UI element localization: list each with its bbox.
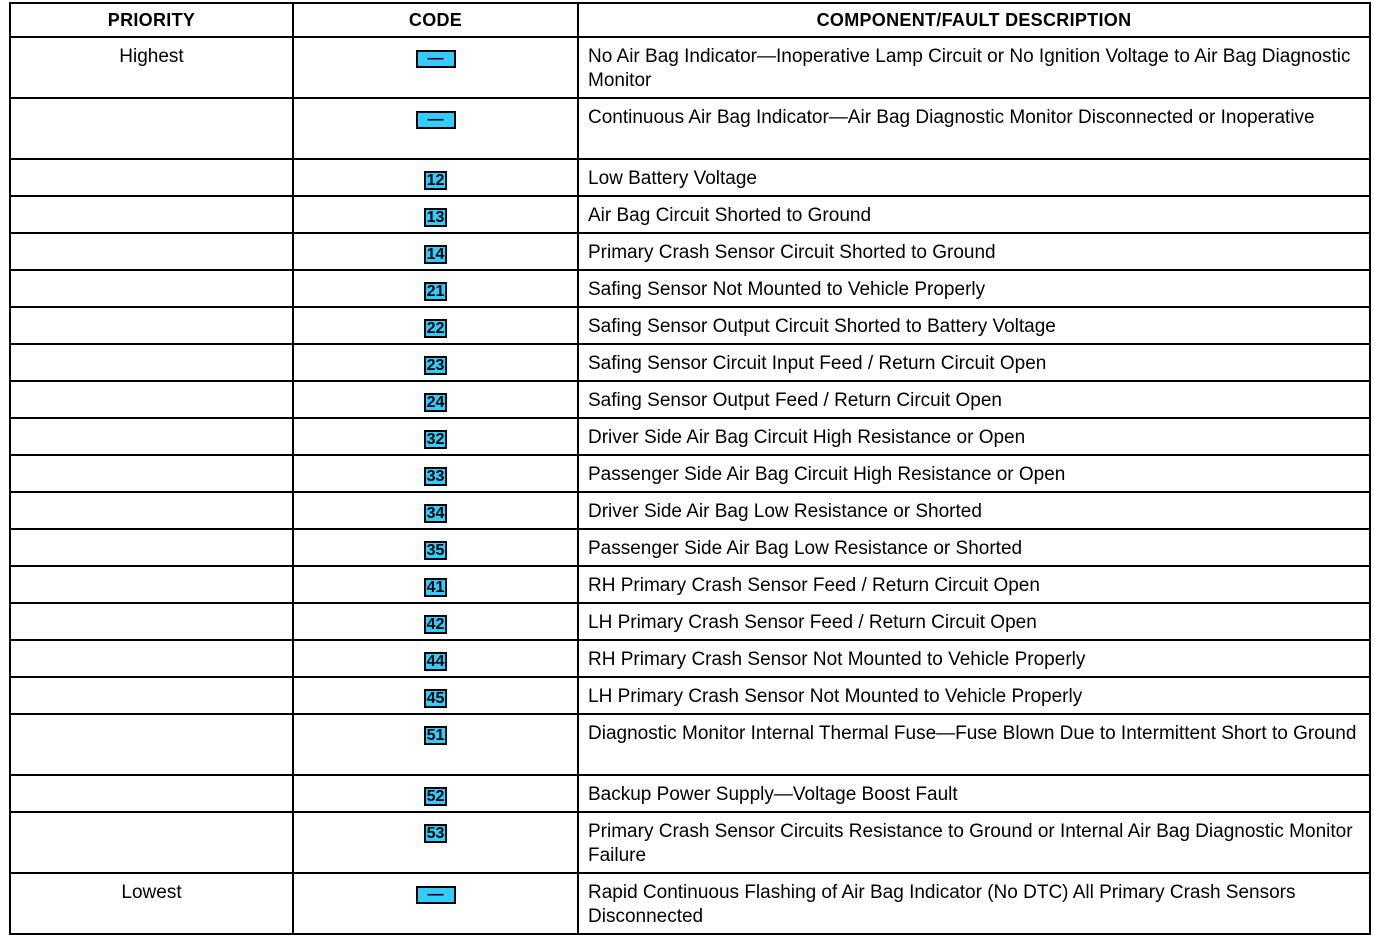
code-cell bbox=[293, 233, 578, 270]
fault-description-cell: Backup Power Supply—Voltage Boost Fault bbox=[578, 775, 1370, 812]
priority-cell bbox=[10, 418, 293, 455]
fault-description-cell: RH Primary Crash Sensor Feed / Return Circuit Open bbox=[578, 566, 1370, 603]
code-cell bbox=[293, 492, 578, 529]
code-cell bbox=[293, 566, 578, 603]
priority-cell bbox=[10, 307, 293, 344]
table-row bbox=[10, 566, 1370, 603]
table-row bbox=[10, 159, 1370, 196]
code-badge: 35 bbox=[424, 541, 448, 560]
code-badge: 22 bbox=[424, 319, 448, 338]
priority-cell bbox=[10, 603, 293, 640]
fault-description-cell: Passenger Side Air Bag Circuit High Resistance or Open bbox=[578, 455, 1370, 492]
code-cell bbox=[293, 640, 578, 677]
code-cell bbox=[293, 873, 578, 934]
code-badge: 45 bbox=[424, 689, 448, 708]
code-badge: — bbox=[416, 50, 456, 68]
description-column-header: COMPONENT/FAULT DESCRIPTION bbox=[578, 3, 1370, 37]
fault-description-cell: Rapid Continuous Flashing of Air Bag Indicator (No DTC) All Primary Crash Sensors Disconnected bbox=[578, 873, 1370, 934]
table-row bbox=[10, 603, 1370, 640]
fault-description-cell: RH Primary Crash Sensor Not Mounted to Vehicle Properly bbox=[578, 640, 1370, 677]
priority-cell: Lowest bbox=[10, 873, 293, 934]
table-row bbox=[10, 98, 1370, 159]
code-badge: 44 bbox=[424, 652, 448, 671]
code-column-header: CODE bbox=[293, 3, 578, 37]
priority-cell bbox=[10, 381, 293, 418]
table-row bbox=[10, 812, 1370, 873]
priority-cell bbox=[10, 344, 293, 381]
table-row bbox=[10, 196, 1370, 233]
fault-description-cell: Air Bag Circuit Shorted to Ground bbox=[578, 196, 1370, 233]
code-badge: 21 bbox=[424, 282, 448, 301]
code-cell bbox=[293, 418, 578, 455]
fault-description-cell: Safing Sensor Output Circuit Shorted to Battery Voltage bbox=[578, 307, 1370, 344]
table-body bbox=[10, 37, 1370, 934]
table-row bbox=[10, 492, 1370, 529]
priority-cell bbox=[10, 529, 293, 566]
table-row bbox=[10, 270, 1370, 307]
code-cell bbox=[293, 37, 578, 98]
code-cell bbox=[293, 455, 578, 492]
fault-description-cell: Safing Sensor Not Mounted to Vehicle Properly bbox=[578, 270, 1370, 307]
fault-code-table-container bbox=[9, 2, 1369, 935]
table-row bbox=[10, 344, 1370, 381]
fault-description-cell: LH Primary Crash Sensor Feed / Return Circuit Open bbox=[578, 603, 1370, 640]
priority-cell bbox=[10, 492, 293, 529]
code-badge: 52 bbox=[424, 787, 448, 806]
fault-description-cell: Driver Side Air Bag Low Resistance or Shorted bbox=[578, 492, 1370, 529]
fault-description-cell: Continuous Air Bag Indicator—Air Bag Diagnostic Monitor Disconnected or Inoperative bbox=[578, 98, 1370, 159]
priority-cell bbox=[10, 566, 293, 603]
table-row bbox=[10, 233, 1370, 270]
priority-cell bbox=[10, 775, 293, 812]
table-row bbox=[10, 714, 1370, 775]
fault-description-cell: Primary Crash Sensor Circuits Resistance to Ground or Internal Air Bag Diagnostic Monitor Failure bbox=[578, 812, 1370, 873]
priority-cell bbox=[10, 196, 293, 233]
code-badge: 32 bbox=[424, 430, 448, 449]
fault-code-table bbox=[9, 2, 1371, 935]
code-badge: — bbox=[416, 886, 456, 904]
code-cell bbox=[293, 603, 578, 640]
fault-description-cell: No Air Bag Indicator—Inoperative Lamp Circuit or No Ignition Voltage to Air Bag Diagnostic Monitor bbox=[578, 37, 1370, 98]
code-cell bbox=[293, 775, 578, 812]
code-badge: 53 bbox=[424, 824, 448, 843]
code-badge: — bbox=[416, 111, 456, 129]
code-badge: 13 bbox=[424, 208, 448, 227]
code-badge: 51 bbox=[424, 726, 448, 745]
code-badge: 41 bbox=[424, 578, 448, 597]
priority-cell bbox=[10, 98, 293, 159]
code-badge: 24 bbox=[424, 393, 448, 412]
table-row bbox=[10, 418, 1370, 455]
table-row bbox=[10, 873, 1370, 934]
fault-description-cell: Safing Sensor Circuit Input Feed / Return Circuit Open bbox=[578, 344, 1370, 381]
code-cell bbox=[293, 677, 578, 714]
code-cell bbox=[293, 98, 578, 159]
table-row bbox=[10, 640, 1370, 677]
code-badge: 23 bbox=[424, 356, 448, 375]
priority-cell bbox=[10, 677, 293, 714]
priority-cell bbox=[10, 270, 293, 307]
table-row bbox=[10, 381, 1370, 418]
fault-description-cell: Diagnostic Monitor Internal Thermal Fuse—Fuse Blown Due to Intermittent Short to Ground bbox=[578, 714, 1370, 775]
table-row bbox=[10, 455, 1370, 492]
table-row bbox=[10, 307, 1370, 344]
fault-description-cell: Safing Sensor Output Feed / Return Circuit Open bbox=[578, 381, 1370, 418]
code-cell bbox=[293, 307, 578, 344]
table-row bbox=[10, 775, 1370, 812]
code-badge: 14 bbox=[424, 245, 448, 264]
code-badge: 42 bbox=[424, 615, 448, 634]
priority-cell: Highest bbox=[10, 37, 293, 98]
priority-cell bbox=[10, 233, 293, 270]
priority-column-header: PRIORITY bbox=[10, 3, 293, 37]
priority-cell bbox=[10, 640, 293, 677]
code-cell bbox=[293, 159, 578, 196]
priority-cell bbox=[10, 159, 293, 196]
table-row bbox=[10, 677, 1370, 714]
code-cell bbox=[293, 812, 578, 873]
code-badge: 34 bbox=[424, 504, 448, 523]
priority-cell bbox=[10, 714, 293, 775]
fault-description-cell: Primary Crash Sensor Circuit Shorted to Ground bbox=[578, 233, 1370, 270]
code-cell bbox=[293, 344, 578, 381]
fault-description-cell: Low Battery Voltage bbox=[578, 159, 1370, 196]
code-cell bbox=[293, 529, 578, 566]
code-cell bbox=[293, 270, 578, 307]
fault-description-cell: Driver Side Air Bag Circuit High Resistance or Open bbox=[578, 418, 1370, 455]
fault-description-cell: Passenger Side Air Bag Low Resistance or Shorted bbox=[578, 529, 1370, 566]
code-badge: 33 bbox=[424, 467, 448, 486]
code-cell bbox=[293, 196, 578, 233]
code-badge: 12 bbox=[424, 171, 448, 190]
table-row bbox=[10, 529, 1370, 566]
code-cell bbox=[293, 714, 578, 775]
table-header-row bbox=[10, 3, 1370, 37]
table-row bbox=[10, 37, 1370, 98]
priority-cell bbox=[10, 812, 293, 873]
code-cell bbox=[293, 381, 578, 418]
priority-cell bbox=[10, 455, 293, 492]
fault-description-cell: LH Primary Crash Sensor Not Mounted to Vehicle Properly bbox=[578, 677, 1370, 714]
